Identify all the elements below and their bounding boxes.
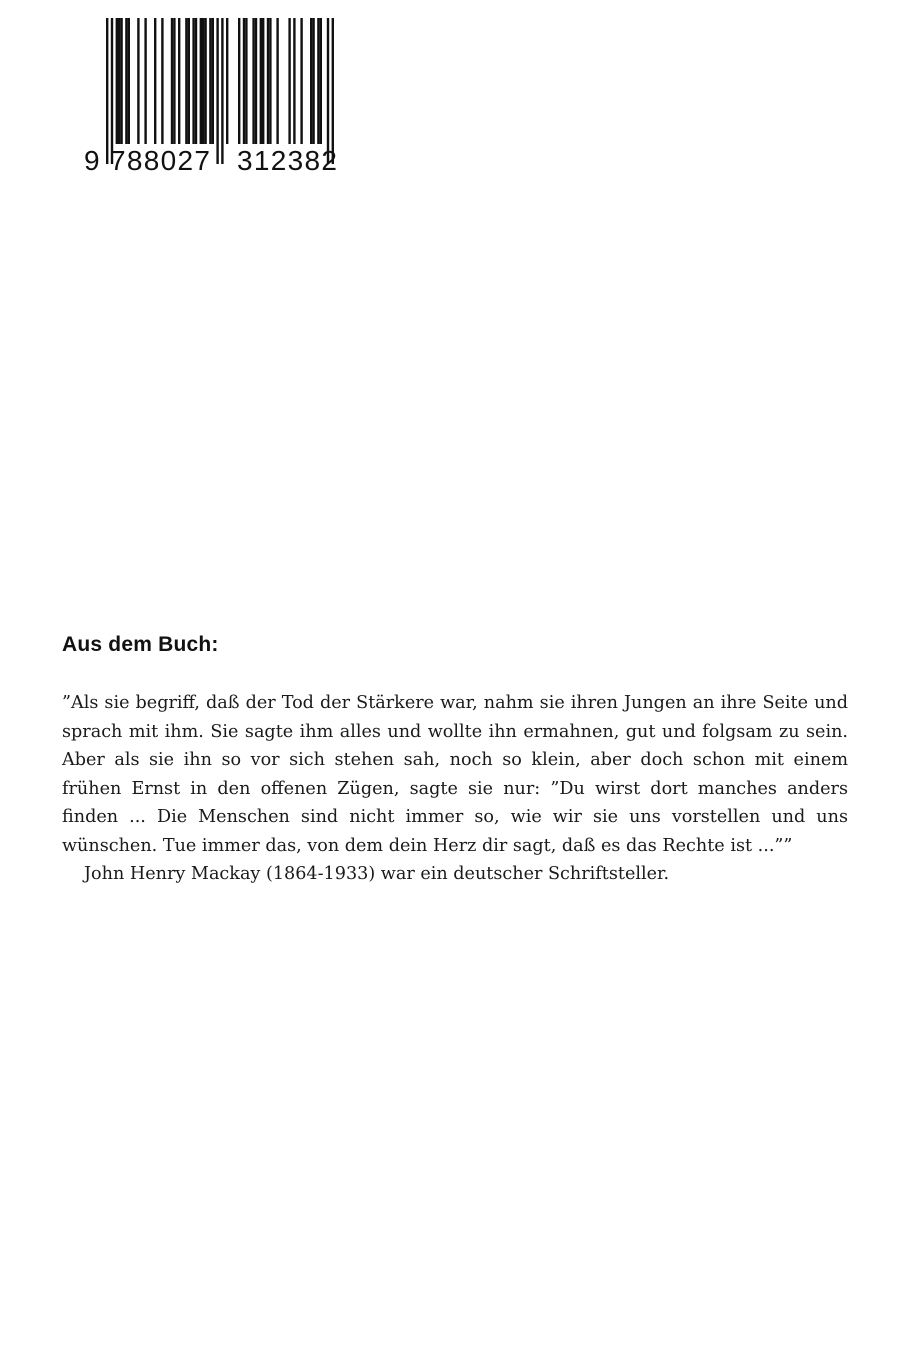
barcode-bar [120, 18, 122, 144]
barcode-bar [269, 18, 271, 144]
barcode-guard-bar [111, 18, 113, 164]
book-quote: ”Als sie begriff, daß der Tod der Stärkere war, nahm sie ihren Jungen an ihre Seite und sprach mit ihm. Sie sagte ihm alles und wollte ihn ermahnen, gut und folgsam zu sein. Aber als sie ihn so vor sich stehen sah, noch so klein, aber doch schon mit einem frühen Ernst in den offenen Zügen, sagte sie nur: ”Du wirst dort manches anders finden ... Die Menschen sind nicht immer so, wie wir sie uns vorstellen und uns wünschen. Tue immer das, von dem dein Herz dir sagt, daß es das Rechte ist ...”” [62, 693, 848, 856]
section-heading: Aus dem Buch: [62, 633, 219, 656]
barcode-bar [116, 18, 118, 144]
barcode-bar [204, 18, 206, 144]
barcode-bar [226, 18, 228, 144]
barcode-bar [144, 18, 146, 144]
barcode-bar [260, 18, 262, 144]
barcode-bar [185, 18, 187, 144]
barcode-bar [252, 18, 254, 144]
barcode-bar [178, 18, 180, 144]
barcode-bar [200, 18, 202, 144]
barcode-bar [288, 18, 290, 144]
barcode-bar [202, 18, 204, 144]
barcode-left-digits: 788027 [110, 145, 210, 174]
barcode-guard-bar [332, 18, 334, 164]
barcode-bar [173, 18, 175, 144]
barcode-bars [106, 18, 334, 164]
barcode-bar [128, 18, 130, 144]
barcode-bar [317, 18, 319, 144]
barcode-bar [161, 18, 163, 144]
barcode-bar [312, 18, 314, 144]
barcode-guard-bar [106, 18, 108, 164]
barcode-guard-bar [221, 18, 223, 164]
barcode [84, 18, 346, 174]
barcode-bar [137, 18, 139, 144]
barcode-bar [118, 18, 120, 144]
barcode-bar [209, 18, 211, 144]
barcode-bar [154, 18, 156, 144]
barcode-guard-bar [327, 18, 329, 164]
barcode-bar [188, 18, 190, 144]
barcode-bar [276, 18, 278, 144]
barcode-bar [212, 18, 214, 144]
barcode-guard-bar [216, 18, 218, 164]
book-blurb [62, 689, 848, 889]
barcode-bar [255, 18, 257, 144]
barcode-bar [195, 18, 197, 144]
barcode-bar [310, 18, 312, 144]
ean13-barcode-icon [84, 18, 346, 174]
barcode-bar [267, 18, 269, 144]
barcode-right-digits: 312382 [237, 145, 337, 174]
barcode-bar [238, 18, 240, 144]
barcode-bar [245, 18, 247, 144]
barcode-bar [320, 18, 322, 144]
author-note: John Henry Mackay (1864-1933) war ein deutscher Schriftsteller. [84, 864, 670, 884]
barcode-bar [300, 18, 302, 144]
barcode-bar [262, 18, 264, 144]
barcode-bar [171, 18, 173, 144]
barcode-bar [243, 18, 245, 144]
barcode-bar [192, 18, 194, 144]
barcode-bar [293, 18, 295, 144]
barcode-lead-digit: 9 [84, 145, 100, 174]
barcode-bar [125, 18, 127, 144]
